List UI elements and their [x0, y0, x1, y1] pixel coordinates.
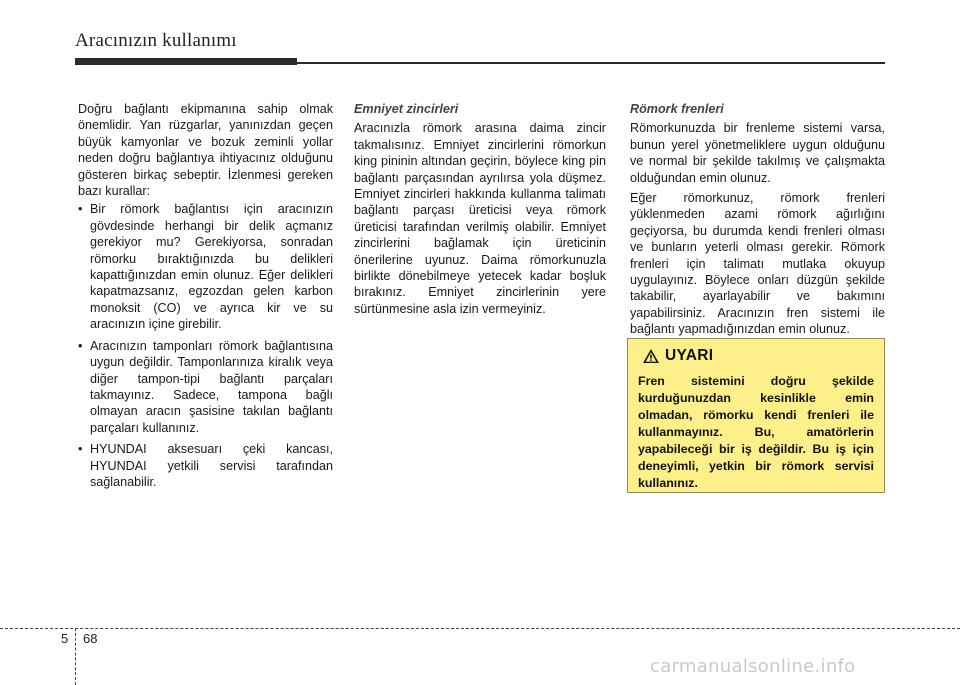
list-item-text: HYUNDAI aksesuarı çeki kancası, HYUNDAI yetkili servisi tarafından sağlanabilir.: [90, 442, 333, 489]
list-item-text: Aracınızın tamponları römork bağlantısına uygun değildir. Tamponlarınıza kiralık veya diğer tampon-tipi bağlantı parçaları takmayınız. Sadece, tampona bağlı olmayan aracın şasisine takılan bağlantı parçaları kullanınız.: [90, 338, 333, 435]
column-middle: [354, 101, 606, 317]
column-left: [78, 101, 333, 495]
bullet-symbol: •: [78, 338, 83, 353]
warning-box: [627, 338, 885, 493]
footer-rule: [0, 628, 960, 629]
list-item-text: Bir römork bağlantısı için aracınızın gövdesinde herhangi bir delik açmanız gerekiyor mu? Gerekiyorsa, sonradan römorku bıraktığınızda bu delikleri kapattığınızdan emin olunuz. Eğer delikleri kapatmazsanız, egzozdan gelen karbon monoksit (CO) ve ayrıca kir ve su aracınızın içine girebilir.: [90, 202, 333, 332]
list-item: [78, 201, 333, 332]
warning-title: UYARI: [665, 347, 714, 364]
section-heading-safety-chains: Emniyet zincirleri: [354, 102, 459, 116]
header-rule-thick: [75, 58, 297, 65]
list-item: [78, 441, 333, 490]
warning-text: Fren sistemini doğru şekilde kurduğunuzdan kesinlikle emin olmadan, römorku kendi frenleri ile kullanmayınız. Bu, amatörlerin yapabileceği bir iş değildir. Bu iş için deneyimli, yetkin bir römork servisi kullanınız.: [638, 374, 874, 490]
warning-header: [642, 347, 874, 365]
page-header-title: Aracınızın kullanımı: [75, 30, 237, 51]
rules-list: [78, 201, 333, 490]
chapter-number: 5: [61, 631, 69, 646]
section-heading-trailer-brakes: Römork frenleri: [630, 102, 724, 116]
column-right: [630, 101, 885, 338]
page-number: 68: [83, 631, 98, 646]
trailer-brakes-paragraph-1: Römorkunuzda bir frenleme sistemi varsa, bunun yerel yönetmeliklere uygun olduğunu ve normal bir şekilde takılmış ve çalışmakta olduğundan emin olunuz.: [630, 121, 885, 185]
list-item: [78, 338, 333, 436]
safety-chains-paragraph: Aracınızla römork arasına daima zincir takmalısınız. Emniyet zincirlerini römorkun king pininin altından geçirin, böylece king pin bağlantı parçasından ayrılırsa yola düşmez. Emniyet zincirleri hakkında kullanma talimatı bağlantı parçası üreticisi veya römork üreticisi tarafından verilmiş olabilir. Emniyet zincirlerini bağlamak için üreticinin önerilerine uyunuz. Daima römorkunuzla birlikte dönebilmeye yetecek kadar boşluk bırakınız. Emniyet zincirlerinin yere sürtünmesine asla izin vermeyiniz.: [354, 121, 606, 316]
watermark: carmanualsonline.info: [650, 656, 856, 677]
bullet-symbol: •: [78, 202, 83, 217]
footer-divider: [75, 628, 76, 685]
intro-paragraph: Doğru bağlantı ekipmanına sahip olmak önemlidir. Yan rüzgarlar, yanınızdan geçen büyük kamyonlar ve bozuk zeminli yollar neden doğru bağlantıya ihtiyacınız olduğunu gösteren birkaç sebeptir. İzlenmesi gereken bazı kurallar:: [78, 102, 333, 199]
header-rule-thin: [297, 62, 885, 64]
trailer-brakes-paragraph-2: Eğer römorkunuz, römork frenleri yüklenmeden azami römork ağırlığını geçiyorsa, bu durumda kendi frenleri olması ve bunların yeterli olması gerekir. Römork frenleri için talimatı mutlaka okuyup uygulayınız. Böylece onları düzgün şekilde takabilir, ayarlayabilir ve bakımını yapabilirsiniz. Aracınızın fren sistemi ile bağlantı yapmadığınızdan emin olunuz.: [630, 191, 885, 337]
warning-triangle-icon: [642, 348, 660, 364]
bullet-symbol: •: [78, 442, 83, 457]
